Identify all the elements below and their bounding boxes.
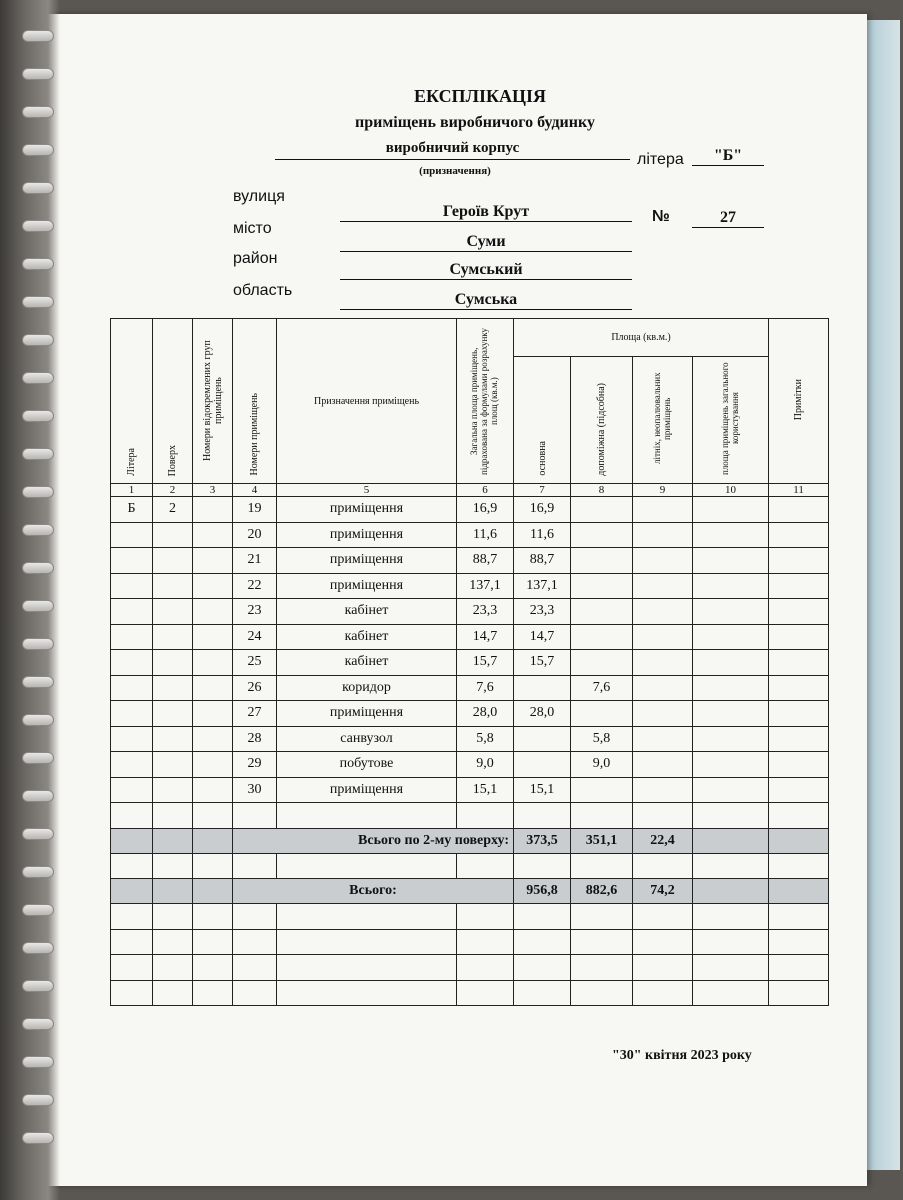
cell-main: 28,0 bbox=[514, 701, 571, 727]
cell-group bbox=[193, 548, 233, 574]
col-header-auxiliary: допоміжна (підсобна) bbox=[571, 357, 633, 484]
grand-total-aux: 74,2 bbox=[633, 879, 693, 904]
cell-room: 22 bbox=[233, 573, 277, 599]
cell-floor bbox=[153, 675, 193, 701]
cell-floor bbox=[153, 752, 193, 778]
cell-floor bbox=[153, 701, 193, 727]
cell-aux bbox=[571, 548, 633, 574]
cell-empty bbox=[769, 777, 829, 803]
cell-group bbox=[193, 650, 233, 676]
cell-empty bbox=[769, 726, 829, 752]
cell-group bbox=[193, 752, 233, 778]
cell-purpose: санвузол bbox=[277, 726, 457, 752]
table-row bbox=[111, 522, 829, 548]
cell-empty bbox=[633, 497, 693, 523]
cell-empty bbox=[693, 726, 769, 752]
col-number: 5 bbox=[277, 484, 457, 497]
cell-aux: 5,8 bbox=[571, 726, 633, 752]
binding-ring bbox=[22, 1018, 54, 1030]
cell-empty bbox=[769, 522, 829, 548]
cell-group bbox=[193, 522, 233, 548]
cell-empty bbox=[633, 650, 693, 676]
city-value: Суми bbox=[340, 233, 632, 252]
cell-aux bbox=[571, 650, 633, 676]
cell-litera bbox=[111, 752, 153, 778]
cell-litera bbox=[111, 650, 153, 676]
cell-total: 7,6 bbox=[457, 675, 514, 701]
cell-group bbox=[193, 726, 233, 752]
cell-total: 15,7 bbox=[457, 650, 514, 676]
cell-empty bbox=[693, 650, 769, 676]
col-header-total-area: Загальна площа приміщень, підрахована за формулами розрахунку площ (кв.м.) bbox=[457, 319, 514, 484]
cell-total: 137,1 bbox=[457, 573, 514, 599]
region-label: область bbox=[233, 282, 293, 299]
cell-empty bbox=[633, 624, 693, 650]
binding-ring bbox=[22, 866, 54, 878]
cell-floor bbox=[153, 726, 193, 752]
cell-total: 5,8 bbox=[457, 726, 514, 752]
cell-floor bbox=[153, 548, 193, 574]
cell-litera bbox=[111, 726, 153, 752]
cell-litera bbox=[111, 573, 153, 599]
binding-ring bbox=[22, 714, 54, 726]
cell-empty bbox=[693, 497, 769, 523]
empty-row bbox=[111, 904, 829, 930]
cell-empty bbox=[769, 701, 829, 727]
cell-purpose: кабінет bbox=[277, 650, 457, 676]
cell-purpose: приміщення bbox=[277, 777, 457, 803]
cell-room: 20 bbox=[233, 522, 277, 548]
cell-empty bbox=[769, 599, 829, 625]
empty-row bbox=[111, 803, 829, 829]
cell-total: 14,7 bbox=[457, 624, 514, 650]
cell-room: 23 bbox=[233, 599, 277, 625]
cell-floor: 2 bbox=[153, 497, 193, 523]
purpose-caption: (призначення) bbox=[419, 165, 491, 177]
column-numbers-row bbox=[111, 484, 829, 497]
binding-ring bbox=[22, 144, 54, 156]
cell-floor bbox=[153, 573, 193, 599]
col-number: 4 bbox=[233, 484, 277, 497]
col-number: 2 bbox=[153, 484, 193, 497]
cell-empty bbox=[633, 726, 693, 752]
col-header-purpose: Призначення приміщень bbox=[277, 319, 457, 484]
col-number: 8 bbox=[571, 484, 633, 497]
region-value: Сумська bbox=[340, 291, 632, 310]
cell-purpose: приміщення bbox=[277, 701, 457, 727]
col-number: 1 bbox=[111, 484, 153, 497]
col-number: 6 bbox=[457, 484, 514, 497]
col-header-floor: Поверх bbox=[153, 319, 193, 484]
cell-empty bbox=[633, 522, 693, 548]
grand-total-total: 956,8 bbox=[514, 879, 571, 904]
cell-room: 30 bbox=[233, 777, 277, 803]
binding-ring bbox=[22, 904, 54, 916]
cell-total: 28,0 bbox=[457, 701, 514, 727]
cell-empty bbox=[693, 777, 769, 803]
district-value: Сумський bbox=[340, 261, 632, 280]
cell-empty bbox=[769, 650, 829, 676]
table-row bbox=[111, 777, 829, 803]
cell-main: 23,3 bbox=[514, 599, 571, 625]
col-header-area-group: Площа (кв.м.) bbox=[514, 319, 769, 357]
litera-value: "Б" bbox=[692, 147, 764, 166]
table-row bbox=[111, 675, 829, 701]
cell-empty bbox=[769, 675, 829, 701]
binding-ring bbox=[22, 638, 54, 650]
cell-main bbox=[514, 675, 571, 701]
cell-empty bbox=[693, 599, 769, 625]
binding-ring bbox=[22, 1056, 54, 1068]
cell-room: 29 bbox=[233, 752, 277, 778]
table-row bbox=[111, 752, 829, 778]
cell-floor bbox=[153, 624, 193, 650]
cell-total: 15,1 bbox=[457, 777, 514, 803]
city-label: місто bbox=[233, 220, 272, 237]
cell-main: 88,7 bbox=[514, 548, 571, 574]
cell-litera bbox=[111, 675, 153, 701]
district-label: район bbox=[233, 250, 278, 267]
cell-total: 9,0 bbox=[457, 752, 514, 778]
table-row bbox=[111, 701, 829, 727]
table-row bbox=[111, 726, 829, 752]
cell-aux bbox=[571, 522, 633, 548]
cell-room: 26 bbox=[233, 675, 277, 701]
document-title: ЕКСПЛІКАЦІЯ bbox=[413, 86, 547, 106]
cell-purpose: побутове bbox=[277, 752, 457, 778]
binding-ring bbox=[22, 828, 54, 840]
cell-aux bbox=[571, 777, 633, 803]
cell-room: 24 bbox=[233, 624, 277, 650]
binding-ring bbox=[22, 30, 54, 42]
binding-ring bbox=[22, 410, 54, 422]
binding-ring bbox=[22, 68, 54, 80]
cell-litera bbox=[111, 522, 153, 548]
number-label: № bbox=[652, 208, 670, 225]
binding-ring bbox=[22, 1094, 54, 1106]
cell-room: 25 bbox=[233, 650, 277, 676]
binding-ring bbox=[22, 486, 54, 498]
cell-aux bbox=[571, 701, 633, 727]
grand-total-row bbox=[111, 879, 829, 904]
cell-purpose: кабінет bbox=[277, 599, 457, 625]
cell-main bbox=[514, 752, 571, 778]
number-value: 27 bbox=[692, 209, 764, 228]
cell-floor bbox=[153, 522, 193, 548]
cell-purpose: кабінет bbox=[277, 624, 457, 650]
cell-empty bbox=[693, 573, 769, 599]
binding-ring bbox=[22, 676, 54, 688]
cell-group bbox=[193, 497, 233, 523]
table-row bbox=[111, 497, 829, 523]
col-header-summer: літніх, неопалювальних приміщень bbox=[633, 357, 693, 484]
cell-empty bbox=[693, 701, 769, 727]
cell-group bbox=[193, 701, 233, 727]
col-number: 7 bbox=[514, 484, 571, 497]
table-row bbox=[111, 624, 829, 650]
cell-group bbox=[193, 573, 233, 599]
binding-ring bbox=[22, 790, 54, 802]
cell-total: 11,6 bbox=[457, 522, 514, 548]
cell-empty bbox=[633, 548, 693, 574]
cell-empty bbox=[769, 573, 829, 599]
cell-purpose: приміщення bbox=[277, 548, 457, 574]
col-number: 10 bbox=[693, 484, 769, 497]
cell-floor bbox=[153, 777, 193, 803]
cell-aux: 7,6 bbox=[571, 675, 633, 701]
binding-ring bbox=[22, 220, 54, 232]
binding-ring bbox=[22, 942, 54, 954]
table-row bbox=[111, 573, 829, 599]
binding-ring bbox=[22, 1132, 54, 1144]
binding-ring bbox=[22, 334, 54, 346]
binding-ring bbox=[22, 106, 54, 118]
binding-ring bbox=[22, 562, 54, 574]
cell-empty bbox=[693, 548, 769, 574]
grand-total-main: 882,6 bbox=[571, 879, 633, 904]
cell-aux bbox=[571, 624, 633, 650]
binding-ring bbox=[22, 182, 54, 194]
binding-ring bbox=[22, 448, 54, 460]
col-header-room-numbers: Номери приміщень bbox=[233, 319, 277, 484]
cell-group bbox=[193, 624, 233, 650]
cell-aux bbox=[571, 599, 633, 625]
cell-purpose: приміщення bbox=[277, 522, 457, 548]
cell-aux: 9,0 bbox=[571, 752, 633, 778]
cell-floor bbox=[153, 599, 193, 625]
cell-aux bbox=[571, 497, 633, 523]
cell-aux bbox=[571, 573, 633, 599]
document-subtitle: приміщень виробничого будинку bbox=[355, 114, 595, 131]
col-number: 11 bbox=[769, 484, 829, 497]
cell-empty bbox=[769, 752, 829, 778]
cell-litera bbox=[111, 777, 153, 803]
document-date: "30" квітня 2023 року bbox=[612, 1048, 752, 1063]
cell-empty bbox=[769, 624, 829, 650]
litera-label: літера bbox=[637, 151, 684, 168]
cell-empty bbox=[693, 675, 769, 701]
empty-row bbox=[111, 980, 829, 1006]
cell-total: 23,3 bbox=[457, 599, 514, 625]
cell-room: 28 bbox=[233, 726, 277, 752]
cell-empty bbox=[633, 675, 693, 701]
table-row bbox=[111, 650, 829, 676]
cell-main: 16,9 bbox=[514, 497, 571, 523]
purpose-value: виробничий корпус bbox=[275, 140, 630, 160]
binding-ring bbox=[22, 980, 54, 992]
binding-ring bbox=[22, 524, 54, 536]
cell-empty bbox=[633, 599, 693, 625]
cell-room: 21 bbox=[233, 548, 277, 574]
floor-total-row bbox=[111, 828, 829, 853]
cell-total: 16,9 bbox=[457, 497, 514, 523]
cell-empty bbox=[693, 522, 769, 548]
cell-main: 15,1 bbox=[514, 777, 571, 803]
cell-main: 15,7 bbox=[514, 650, 571, 676]
cell-empty bbox=[633, 701, 693, 727]
cell-floor bbox=[153, 650, 193, 676]
floor-total-total: 373,5 bbox=[514, 828, 571, 853]
cell-litera bbox=[111, 701, 153, 727]
street-value: Героїв Крут bbox=[340, 203, 632, 222]
binding-ring bbox=[22, 600, 54, 612]
cell-group bbox=[193, 599, 233, 625]
cell-empty bbox=[693, 624, 769, 650]
table-row bbox=[111, 548, 829, 574]
cell-main: 137,1 bbox=[514, 573, 571, 599]
binding-ring bbox=[22, 752, 54, 764]
grand-total-label: Всього: bbox=[233, 879, 514, 904]
cell-litera bbox=[111, 599, 153, 625]
cell-litera: Б bbox=[111, 497, 153, 523]
floor-total-aux: 22,4 bbox=[633, 828, 693, 853]
cell-purpose: приміщення bbox=[277, 573, 457, 599]
table-row bbox=[111, 599, 829, 625]
cell-main bbox=[514, 726, 571, 752]
cell-room: 19 bbox=[233, 497, 277, 523]
col-header-common: площа приміщень загального користування bbox=[693, 357, 769, 484]
col-header-notes: Примітки bbox=[769, 319, 829, 484]
col-header-litera: Літера bbox=[111, 319, 153, 484]
cell-total: 88,7 bbox=[457, 548, 514, 574]
cell-empty bbox=[633, 777, 693, 803]
col-header-group-numbers: Номери відокремлених груп приміщень bbox=[193, 319, 233, 484]
binding-ring bbox=[22, 296, 54, 308]
cell-litera bbox=[111, 624, 153, 650]
binding-ring bbox=[22, 258, 54, 270]
cell-room: 27 bbox=[233, 701, 277, 727]
floor-total-label: Всього по 2-му поверху: bbox=[233, 828, 514, 853]
cell-purpose: приміщення bbox=[277, 497, 457, 523]
cell-empty bbox=[769, 497, 829, 523]
cell-group bbox=[193, 777, 233, 803]
col-number: 3 bbox=[193, 484, 233, 497]
empty-row bbox=[111, 853, 829, 879]
col-header-main: основна bbox=[514, 357, 571, 484]
empty-row bbox=[111, 955, 829, 981]
cell-empty bbox=[769, 548, 829, 574]
cell-empty bbox=[693, 752, 769, 778]
explication-table bbox=[110, 318, 829, 1006]
street-label: вулиця bbox=[233, 188, 285, 205]
cell-empty bbox=[633, 573, 693, 599]
floor-total-main: 351,1 bbox=[571, 828, 633, 853]
cell-litera bbox=[111, 548, 153, 574]
cell-group bbox=[193, 675, 233, 701]
cell-main: 11,6 bbox=[514, 522, 571, 548]
cell-purpose: коридор bbox=[277, 675, 457, 701]
cell-empty bbox=[633, 752, 693, 778]
empty-row bbox=[111, 929, 829, 955]
binding-ring bbox=[22, 372, 54, 384]
col-number: 9 bbox=[633, 484, 693, 497]
cell-main: 14,7 bbox=[514, 624, 571, 650]
